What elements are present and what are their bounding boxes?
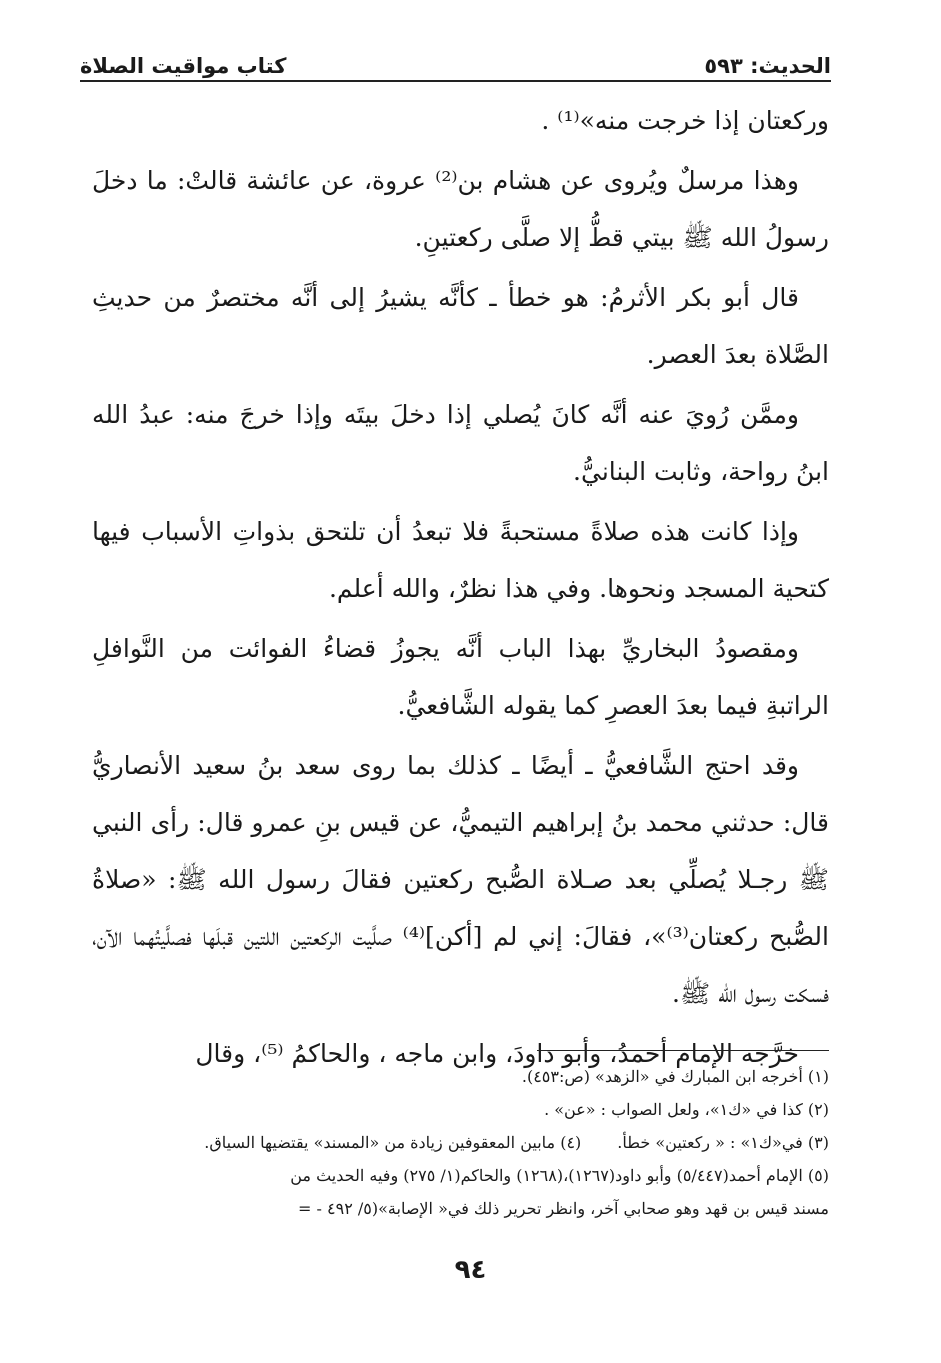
paragraph: وقد احتج الشَّافعيُّ ـ أيضًا ـ كذلك بما روى سعد بنُ سعيد الأنصاريُّ قال: حدثني محمد بنُ إبراهيم التيميُّ، عن قيس بنِ عمرو قال: رأى النبي ﷺ رجـلا يُصلِّي بعد صـلاة الصُّبح ركعتين فقالَ رسول الله ﷺ: «صلاةُ الصُّبح ركعتان⁽³⁾»، فقالَ: إني لم [أكن]⁽⁴⁾ صلَّيت الركعتين اللتين قبلَها فصلَّيتُهما الآن، فسكت رسول الله ﷺ. bbox=[92, 751, 829, 1008]
footnote-4: (٤) مابين المعقوفين زيادة من «المسند» يقتضيها السياق. bbox=[204, 1133, 582, 1152]
paragraph: وممَّن رُويَ عنه أنَّه كانَ يُصلي إذا دخلَ بيتَه وإذا خرجَ منه: عبدُ الله ابنُ رواحة، وثابت البنانيُّ. bbox=[92, 400, 829, 486]
running-header bbox=[80, 42, 831, 78]
footnote-3: (٣) في«ك١» : « ركعتين» خطأ. bbox=[617, 1133, 829, 1152]
footnote-row bbox=[92, 1126, 829, 1159]
footnote-5: (٥) الإمام أحمد(٥/٤٤٧) وأبو داود(١٢٦٧)،(١٢٦٨) والحاكم(١/ ٢٧٥) وفيه الحديث من bbox=[290, 1166, 829, 1185]
footnote-separator bbox=[537, 1050, 829, 1051]
footnote-5-continued: مسند قيس بن قهد وهو صحابي آخر، وانظر تحرير ذلك في« الإصابة»(٥/ ٤٩٢ - = bbox=[298, 1199, 829, 1218]
main-text bbox=[92, 92, 829, 1085]
paragraph: وهذا مرسلٌ ويُروى عن هشام بن⁽²⁾ عروة، عن عائشة قالتْ: ما دخلَ رسولُ الله ﷺ بيتي قطُّ إلا صلَّى ركعتينِ. bbox=[92, 166, 829, 252]
paragraph: ومقصودُ البخاريِّ بهذا الباب أنَّه يجوزُ قضاءُ الفوائت من النَّوافلِ الراتبةِ فيما بعدَ العصرِ كما يقوله الشَّافعيُّ. bbox=[92, 634, 829, 720]
paragraph: وإذا كانت هذه صلاةً مستحبةً فلا تبعدُ أن تلتحق بذواتِ الأسباب فيها كتحية المسجد ونحوها. وفي هذا نظرٌ، والله أعلم. bbox=[92, 517, 829, 603]
header-rule bbox=[80, 80, 831, 82]
footnote-2: (٢) كذا في «ك١»، ولعل الصواب : «عن» . bbox=[544, 1100, 829, 1119]
footnotes bbox=[92, 1060, 829, 1225]
paragraph: وركعتان إذا خرجت منه»⁽¹⁾ . bbox=[541, 106, 829, 135]
page-number: ٩٤ bbox=[454, 1255, 487, 1285]
footnote-1: (١) أخرجه ابن المبارك في «الزهد» (ص:٤٥٣). bbox=[521, 1067, 829, 1086]
paragraph: خرَّجه الإمام أحمدُ، وأبو داودَ، وابن ماجه ، والحاكمُ ⁽⁵⁾، وقال bbox=[195, 1039, 799, 1068]
hadith-number: الحديث: ٥٩٣ bbox=[704, 54, 831, 78]
paragraph: قال أبو بكر الأثرمُ: هو خطأ ـ كأنَّه يشيرُ إلى أنَّه مختصرٌ من حديثِ الصَّلاة بعدَ العصر. bbox=[92, 283, 829, 369]
book-title: كتاب مواقيت الصلاة bbox=[80, 54, 287, 78]
